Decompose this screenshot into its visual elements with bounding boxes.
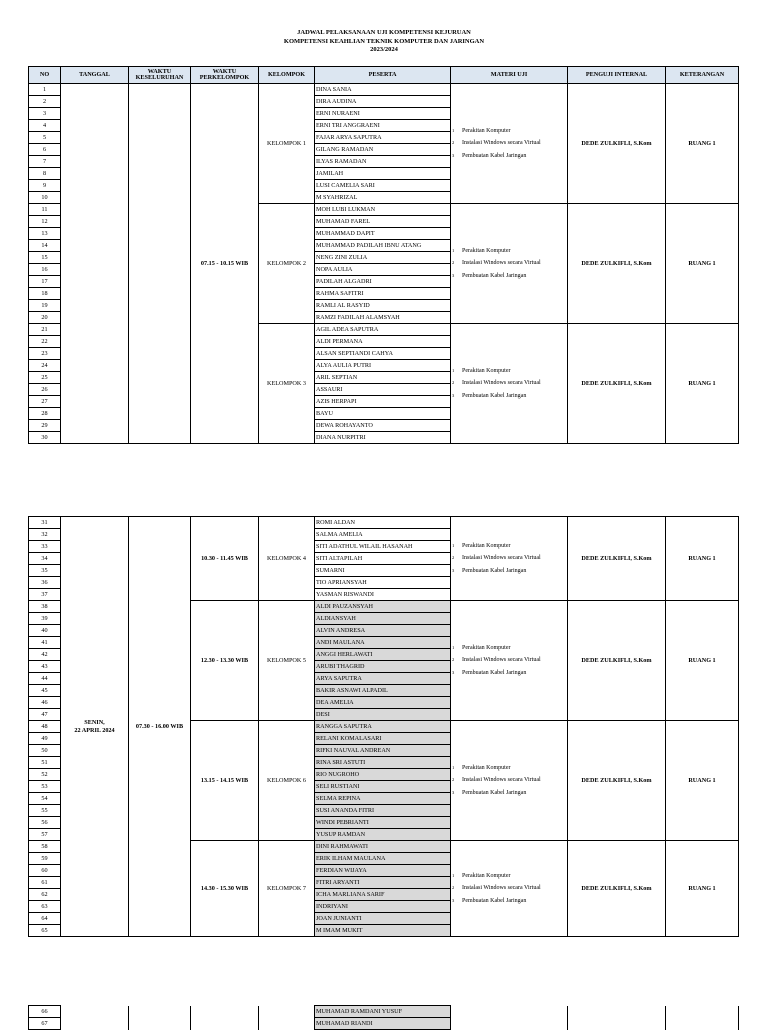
materi-number: 1 [452, 127, 455, 133]
table-row [29, 1006, 739, 1018]
row-number: 20 [29, 312, 61, 324]
row-number: 15 [29, 252, 61, 264]
participant-name: TIO APRIANSYAH [315, 577, 451, 589]
materi-label: Perakitan Komputer [462, 247, 511, 254]
row-number: 56 [29, 817, 61, 829]
materi-number: 3 [452, 392, 455, 398]
materi-number: 3 [452, 897, 455, 903]
materi-number: 2 [452, 777, 455, 783]
overall-time-cell: 07.30 - 16.00 WIB [129, 517, 191, 937]
participant-name: ARIL SEPTIAN [315, 372, 451, 384]
row-number: 31 [29, 517, 61, 529]
empty-cell [451, 1006, 568, 1018]
row-number: 38 [29, 601, 61, 613]
examiner-cell: DEDE ZULKIFLI, S.Kom [568, 721, 666, 841]
participant-name: BAKIR ASNAWI ALPADIL [315, 685, 451, 697]
row-number: 50 [29, 745, 61, 757]
group-time-cell: 10.30 - 11.45 WIB [191, 517, 259, 601]
participant-name: YASMAN RISWANDI [315, 589, 451, 601]
empty-cell [191, 1006, 259, 1018]
document-title: JADWAL PELAKSANAAN UJI KOMPETENSI KEJURUAN [297, 29, 471, 36]
materi-label: Perakitan Komputer [462, 367, 511, 374]
room-cell: RUANG 1 [666, 204, 739, 324]
participant-name: ALDI PERMANA [315, 336, 451, 348]
examiner-cell: DEDE ZULKIFLI, S.Kom [568, 601, 666, 721]
column-header: WAKTU KESELURUHAN [129, 67, 191, 84]
room-cell: RUANG 1 [666, 721, 739, 841]
participant-name: SELI RUSTIANI [315, 781, 451, 793]
group-time-cell: 13.15 - 14.15 WIB [191, 721, 259, 841]
participant-name: ALDIANSYAH [315, 613, 451, 625]
row-number: 36 [29, 577, 61, 589]
participant-name: ALSAN SEPTIANDI CAHYA [315, 348, 451, 360]
row-number: 4 [29, 120, 61, 132]
row-number: 51 [29, 757, 61, 769]
row-number: 58 [29, 841, 61, 853]
participant-name: SUSI ANANDA FITRI [315, 805, 451, 817]
participant-name: ANGGI HERLAWATI [315, 649, 451, 661]
row-number: 66 [29, 1006, 61, 1018]
row-number: 9 [29, 180, 61, 192]
materi-number: 3 [452, 567, 455, 573]
column-header: KELOMPOK [259, 67, 315, 84]
materi-uji-cell [451, 324, 568, 444]
participant-name: AGIL ADEA SAPUTRA [315, 324, 451, 336]
row-number: 12 [29, 216, 61, 228]
participant-name: MUHAMMAD DAPIT [315, 228, 451, 240]
group-time-cell: 07.15 - 10.15 WIB [191, 84, 259, 444]
row-number: 3 [29, 108, 61, 120]
row-number: 59 [29, 853, 61, 865]
materi-item [452, 137, 566, 150]
table-row [29, 84, 739, 96]
materi-number: 2 [452, 260, 455, 266]
materi-number: 1 [452, 247, 455, 253]
participant-name: ALYA AULIA PUTRI [315, 360, 451, 372]
materi-uji-cell [451, 204, 568, 324]
row-number: 17 [29, 276, 61, 288]
materi-uji-cell [451, 84, 568, 204]
participant-name: DIRA AUDINA [315, 96, 451, 108]
materi-label: Instalasi Windows secara Virtual [462, 140, 541, 147]
materi-label: Pembuatan Kabel Jaringan [462, 567, 527, 574]
materi-uji-cell [451, 721, 568, 841]
materi-label: Perakitan Komputer [462, 644, 511, 651]
empty-cell [61, 1006, 129, 1018]
materi-number: 2 [452, 885, 455, 891]
materi-label: Perakitan Komputer [462, 764, 511, 771]
participant-name: M SYAHRIZAL [315, 192, 451, 204]
schedule-table-continued [28, 1005, 739, 1030]
materi-item [452, 377, 566, 390]
schedule-table [28, 516, 739, 937]
participant-name: M IMAM MUKIT [315, 925, 451, 937]
participant-name: DINA SANIA [315, 84, 451, 96]
column-header: NO [29, 67, 61, 84]
participant-name: SALMA AMELIA [315, 529, 451, 541]
row-number: 53 [29, 781, 61, 793]
document-subtitle: KOMPETENSI KEAHLIAN TEKNIK KOMPUTER DAN JARINGAN [283, 37, 485, 45]
row-number: 62 [29, 889, 61, 901]
materi-item [452, 552, 566, 565]
row-number: 23 [29, 348, 61, 360]
materi-item [452, 774, 566, 787]
row-number: 67 [29, 1018, 61, 1030]
schedule-table [28, 66, 739, 444]
row-number: 57 [29, 829, 61, 841]
document-year: 2023/2024 [370, 46, 398, 53]
materi-item [452, 125, 566, 138]
participant-name: DEWA ROHAYANTO [315, 420, 451, 432]
materi-number: 1 [452, 644, 455, 650]
column-header: KETERANGAN [666, 67, 739, 84]
participant-name: FAJAR ARYA SAPUTRA [315, 132, 451, 144]
materi-item [452, 762, 566, 775]
row-number: 8 [29, 168, 61, 180]
participant-name: BAYU [315, 408, 451, 420]
participant-name: MUHAMAD RIANDI [315, 1018, 451, 1030]
row-number: 19 [29, 300, 61, 312]
row-number: 48 [29, 721, 61, 733]
examiner-cell: DEDE ZULKIFLI, S.Kom [568, 204, 666, 324]
materi-number: 1 [452, 542, 455, 548]
materi-item [452, 150, 566, 163]
row-number: 22 [29, 336, 61, 348]
participant-name: RINA SRI ASTUTI [315, 757, 451, 769]
participant-name: ANDI MAULANA [315, 637, 451, 649]
row-number: 7 [29, 156, 61, 168]
room-cell: RUANG 1 [666, 601, 739, 721]
row-number: 21 [29, 324, 61, 336]
row-number: 26 [29, 384, 61, 396]
group-name-cell: KELOMPOK 3 [259, 324, 315, 444]
participant-name: ERNI TRI ANGGRAENI [315, 120, 451, 132]
materi-label: Pembuatan Kabel Jaringan [462, 272, 527, 279]
materi-item [452, 390, 566, 403]
participant-name: RELANI KOMALASARI [315, 733, 451, 745]
participant-name: JOAN JUNIANTI [315, 913, 451, 925]
materi-item [452, 654, 566, 667]
column-header: PENGUJI INTERNAL [568, 67, 666, 84]
participant-name: DEA AMELIA [315, 697, 451, 709]
materi-uji-cell [451, 601, 568, 721]
row-number: 13 [29, 228, 61, 240]
materi-label: Pembuatan Kabel Jaringan [462, 669, 527, 676]
group-name-cell: KELOMPOK 1 [259, 84, 315, 204]
participant-name: ARUBI THAGRID [315, 661, 451, 673]
empty-cell [259, 1006, 315, 1018]
row-number: 37 [29, 589, 61, 601]
materi-item [452, 365, 566, 378]
participant-name: RAMLI AL RASYID [315, 300, 451, 312]
row-number: 40 [29, 625, 61, 637]
empty-cell [568, 1006, 666, 1018]
room-cell: RUANG 1 [666, 84, 739, 204]
participant-name: RIFKI NAUVAL ANDREAN [315, 745, 451, 757]
materi-item [452, 257, 566, 270]
examiner-cell: DEDE ZULKIFLI, S.Kom [568, 84, 666, 204]
room-cell: RUANG 1 [666, 841, 739, 937]
materi-item [452, 565, 566, 578]
row-number: 1 [29, 84, 61, 96]
date-cell [61, 84, 129, 444]
row-number: 24 [29, 360, 61, 372]
participant-name: YUSUP RAMDAN [315, 829, 451, 841]
participant-name: ROMI ALDAN [315, 517, 451, 529]
row-number: 61 [29, 877, 61, 889]
row-number: 14 [29, 240, 61, 252]
row-number: 5 [29, 132, 61, 144]
overall-time-cell [129, 84, 191, 444]
materi-item [452, 870, 566, 883]
row-number: 25 [29, 372, 61, 384]
participant-name: ERIK ILHAM MAULANA [315, 853, 451, 865]
materi-label: Pembuatan Kabel Jaringan [462, 897, 527, 904]
materi-number: 2 [452, 380, 455, 386]
participant-name: RAMZI FADILAH ALAMSYAH [315, 312, 451, 324]
participant-name: NOPA AULIA [315, 264, 451, 276]
row-number: 18 [29, 288, 61, 300]
participant-name: SUMARNI [315, 565, 451, 577]
row-number: 11 [29, 204, 61, 216]
materi-label: Instalasi Windows secara Virtual [462, 380, 541, 387]
participant-name: MOH LUBI LUKMAN [315, 204, 451, 216]
participant-name: DIANA NURPITRI [315, 432, 451, 444]
materi-item [452, 882, 566, 895]
row-number: 29 [29, 420, 61, 432]
materi-label: Instalasi Windows secara Virtual [462, 777, 541, 784]
participant-name: SELMA REPINA [315, 793, 451, 805]
row-number: 2 [29, 96, 61, 108]
participant-name: NENG ZINI ZULIA [315, 252, 451, 264]
row-number: 49 [29, 733, 61, 745]
participant-name: RANGGA SAPUTRA [315, 721, 451, 733]
empty-cell [666, 1006, 739, 1018]
participant-name: LUSI CAMELIA SARI [315, 180, 451, 192]
row-number: 16 [29, 264, 61, 276]
row-number: 64 [29, 913, 61, 925]
group-name-cell: KELOMPOK 2 [259, 204, 315, 324]
examiner-cell: DEDE ZULKIFLI, S.Kom [568, 841, 666, 937]
participant-name: DESI [315, 709, 451, 721]
materi-number: 3 [452, 669, 455, 675]
materi-number: 3 [452, 789, 455, 795]
participant-name: JAMILAH [315, 168, 451, 180]
materi-label: Pembuatan Kabel Jaringan [462, 392, 527, 399]
group-name-cell: KELOMPOK 4 [259, 517, 315, 601]
materi-number: 1 [452, 367, 455, 373]
empty-cell [129, 1006, 191, 1018]
materi-item [452, 540, 566, 553]
participant-name: RIO NUGROHO [315, 769, 451, 781]
materi-item [452, 642, 566, 655]
row-number: 28 [29, 408, 61, 420]
row-number: 42 [29, 649, 61, 661]
examiner-cell: DEDE ZULKIFLI, S.Kom [568, 324, 666, 444]
materi-number: 2 [452, 657, 455, 663]
row-number: 27 [29, 396, 61, 408]
materi-label: Instalasi Windows secara Virtual [462, 555, 541, 562]
group-name-cell: KELOMPOK 5 [259, 601, 315, 721]
row-number: 44 [29, 673, 61, 685]
row-number: 52 [29, 769, 61, 781]
materi-uji-cell [451, 517, 568, 601]
participant-name: ILYAS RAMADAN [315, 156, 451, 168]
materi-label: Pembuatan Kabel Jaringan [462, 789, 527, 796]
participant-name: AZIS HERPAPI [315, 396, 451, 408]
participant-name: WINDI PEBRIANTI [315, 817, 451, 829]
materi-number: 1 [452, 764, 455, 770]
materi-item [452, 270, 566, 283]
participant-name: SITI ADATHUL WILAIL HASANAH [315, 541, 451, 553]
column-header: PESERTA [315, 67, 451, 84]
materi-label: Perakitan Komputer [462, 127, 511, 134]
group-time-cell: 12.30 - 13.30 WIB [191, 601, 259, 721]
row-number: 6 [29, 144, 61, 156]
row-number: 39 [29, 613, 61, 625]
materi-label: Pembuatan Kabel Jaringan [462, 152, 527, 159]
date-cell: SENIN, 22 APRIL 2024 [61, 517, 129, 937]
participant-name: SITI ALTAPILAH [315, 553, 451, 565]
participant-name: FERDIAN WIJAYA [315, 865, 451, 877]
column-header: WAKTU PERKELOMPOK [191, 67, 259, 84]
row-number: 63 [29, 901, 61, 913]
materi-label: Perakitan Komputer [462, 542, 511, 549]
row-number: 33 [29, 541, 61, 553]
participant-name: MUHAMMAD PADILAH IBNU ATANG [315, 240, 451, 252]
participant-name: ALDI PAUZANSYAH [315, 601, 451, 613]
row-number: 10 [29, 192, 61, 204]
materi-label: Instalasi Windows secara Virtual [462, 885, 541, 892]
materi-uji-cell [451, 841, 568, 937]
materi-label: Perakitan Komputer [462, 872, 511, 879]
participant-name: ALVIN ANDRESA [315, 625, 451, 637]
room-cell: RUANG 1 [666, 324, 739, 444]
materi-number: 2 [452, 140, 455, 146]
materi-item [452, 667, 566, 680]
materi-label: Instalasi Windows secara Virtual [462, 657, 541, 664]
row-number: 45 [29, 685, 61, 697]
participant-name: DINI RAHMAWATI [315, 841, 451, 853]
participant-name: FITRI ARYANTI [315, 877, 451, 889]
group-name-cell: KELOMPOK 6 [259, 721, 315, 841]
participant-name: RAHMA SAFITRI [315, 288, 451, 300]
materi-label: Instalasi Windows secara Virtual [462, 260, 541, 267]
materi-number: 1 [452, 872, 455, 878]
row-number: 35 [29, 565, 61, 577]
row-number: 46 [29, 697, 61, 709]
participant-name: ICHA MARLIANA SARIF [315, 889, 451, 901]
row-number: 34 [29, 553, 61, 565]
row-number: 32 [29, 529, 61, 541]
materi-item [452, 787, 566, 800]
materi-item [452, 245, 566, 258]
row-number: 30 [29, 432, 61, 444]
room-cell: RUANG 1 [666, 517, 739, 601]
participant-name: ARYA SAPUTRA [315, 673, 451, 685]
row-number: 65 [29, 925, 61, 937]
row-number: 54 [29, 793, 61, 805]
participant-name: INDRIYANI [315, 901, 451, 913]
table-row [29, 517, 739, 529]
materi-number: 3 [452, 272, 455, 278]
materi-item [452, 895, 566, 908]
row-number: 43 [29, 661, 61, 673]
materi-number: 2 [452, 555, 455, 561]
participant-name: PADILAH ALGADRI [315, 276, 451, 288]
examiner-cell: DEDE ZULKIFLI, S.Kom [568, 517, 666, 601]
row-number: 60 [29, 865, 61, 877]
participant-name: MUHAMAD RAMDANI YUSUF [315, 1006, 451, 1018]
row-number: 41 [29, 637, 61, 649]
participant-name: MUHAMAD FAREL [315, 216, 451, 228]
participant-name: ERNI NURAENI [315, 108, 451, 120]
participant-name: ASSAURI [315, 384, 451, 396]
column-header: TANGGAL [61, 67, 129, 84]
row-number: 55 [29, 805, 61, 817]
row-number: 47 [29, 709, 61, 721]
column-header: MATERI UJI [451, 67, 568, 84]
participant-name: GILANG RAMADAN [315, 144, 451, 156]
materi-number: 3 [452, 152, 455, 158]
group-name-cell: KELOMPOK 7 [259, 841, 315, 937]
group-time-cell: 14.30 - 15.30 WIB [191, 841, 259, 937]
header-row [29, 67, 739, 84]
